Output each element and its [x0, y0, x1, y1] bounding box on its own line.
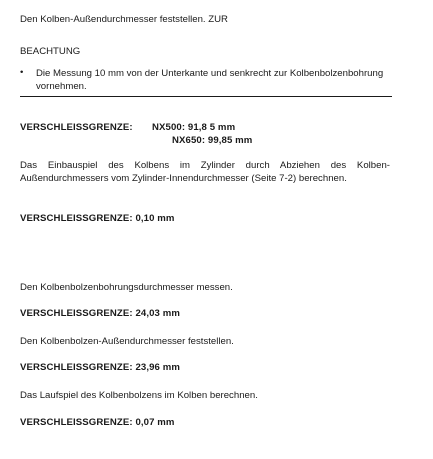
pin-clearance-instruction: Das Laufspiel des Kolbenbolzens im Kolben berechnen. — [20, 390, 258, 401]
wear-limit-pin-bore: VERSCHLEISSGRENZE: 24,03 mm — [20, 308, 180, 319]
wear-limit-pin-clearance: VERSCHLEISSGRENZE: 0,07 mm — [20, 417, 175, 428]
intro-instruction: Den Kolben-Außendurchmesser feststellen. ZUR — [20, 14, 228, 25]
wear-limit-diameter-nx500: NX500: 91,8 5 mm — [152, 122, 236, 133]
note-text: Die Messung 10 mm von der Unterkante und senkrecht zur Kolbenbolzenbohrung vornehmen. — [36, 68, 384, 92]
pin-bore-instruction: Den Kolbenbolzenbohrungsdurchmesser messen. — [20, 282, 233, 293]
note-bullet: • — [20, 67, 24, 78]
wear-limit-pin-od: VERSCHLEISSGRENZE: 23,96 mm — [20, 362, 180, 373]
wear-limit-clearance: VERSCHLEISSGRENZE: 0,10 mm — [20, 213, 175, 224]
wear-limit-diameter-label: VERSCHLEISSGRENZE: — [20, 122, 133, 133]
note-divider — [20, 96, 392, 97]
pin-od-instruction: Den Kolbenbolzen-Außendurchmesser feststellen. — [20, 336, 234, 347]
clearance-paragraph: Das Einbauspiel des Kolbens im Zylinder durch Abziehen des Kolben-Außendurchmessers vom Zylinder-Innendurchmesser (Seite 7-2) berechnen. — [20, 160, 390, 184]
note-heading: BEACHTUNG — [20, 46, 81, 57]
wear-limit-diameter-nx650: NX650: 99,85 mm — [172, 135, 253, 146]
